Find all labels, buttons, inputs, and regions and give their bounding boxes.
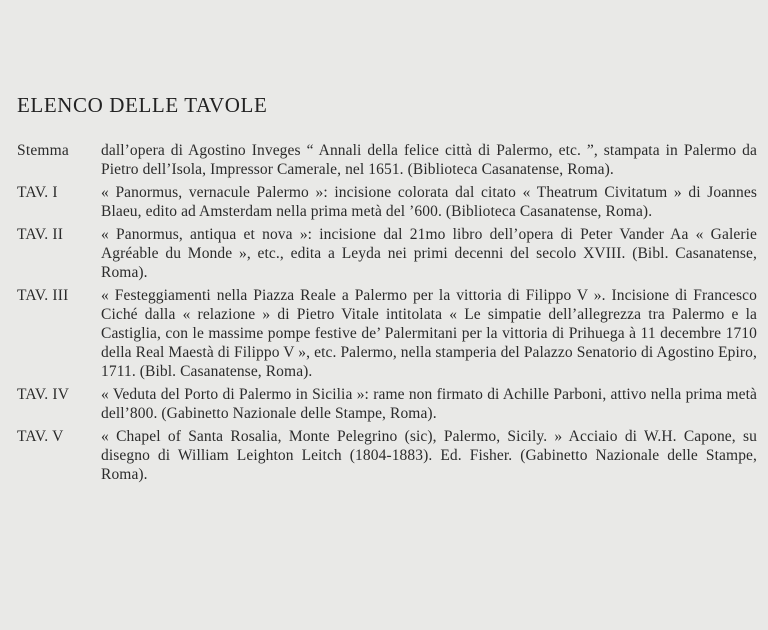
- plates-list: [17, 141, 757, 488]
- entry-description: « Festeggiamenti nella Piazza Reale a Palermo per la vittoria di Filippo V ». Incisione di Francesco Ciché dalla « relazione » di Pietro Vitale intitolata « Le simpatie dell’allegrezza tra Palermo e la Castiglia, con le massime pompe festive de’ Palermitani per la vittoria di Prihuega à 11 decembre 1710 della Real Maestà di Filippo V », etc. Palermo, nella stamperia del Palazzo Senatorio di Agostino Epiro, 1711. (Bibl. Casanatense, Roma).: [101, 287, 757, 380]
- entry-description: « Chapel of Santa Rosalia, Monte Pelegrino (sic), Palermo, Sicily. » Acciaio di W.H. Capone, su disegno di William Leighton Leitch (1804-1883). Ed. Fisher. (Gabinetto Nazionale delle Stampe, Roma).: [101, 428, 757, 483]
- list-item-tav-1: [17, 183, 757, 221]
- entry-label: TAV. V: [17, 428, 64, 445]
- list-item-tav-4: [17, 385, 757, 423]
- list-item-stemma: [17, 141, 757, 179]
- list-item-tav-2: [17, 225, 757, 282]
- entry-description: « Veduta del Porto di Palermo in Sicilia »: rame non firmato di Achille Parboni, attivo nella prima metà dell’800. (Gabinetto Nazionale delle Stampe, Roma).: [101, 386, 757, 422]
- entry-label: TAV. IV: [17, 386, 70, 403]
- list-item-tav-3: [17, 286, 757, 381]
- page-title: ELENCO DELLE TAVOLE: [17, 93, 268, 117]
- entry-description: « Panormus, vernacule Palermo »: incisione colorata dal citato « Theatrum Civitatum » di Joannes Blaeu, edito ad Amsterdam nella prima metà del ’600. (Biblioteca Casanatense, Roma).: [101, 184, 757, 220]
- entry-description: dall’opera di Agostino Inveges “ Annali della felice città di Palermo, etc. ”, stampata in Palermo da Pietro dell’Isola, Impressor Camerale, nel 1651. (Biblioteca Casanatense, Roma).: [101, 142, 757, 178]
- entry-label: TAV. II: [17, 226, 64, 243]
- list-item-tav-5: [17, 427, 757, 484]
- entry-label: TAV. III: [17, 287, 69, 304]
- entry-label: Stemma: [17, 142, 69, 159]
- entry-label: TAV. I: [17, 184, 58, 201]
- entry-description: « Panormus, antiqua et nova »: incisione dal 21mo libro dell’opera di Peter Vander Aa « Galerie Agréable du Monde », etc., edita a Leyda nei primi decenni del secolo XVIII. (Bibl. Casanatense, Roma).: [101, 226, 757, 281]
